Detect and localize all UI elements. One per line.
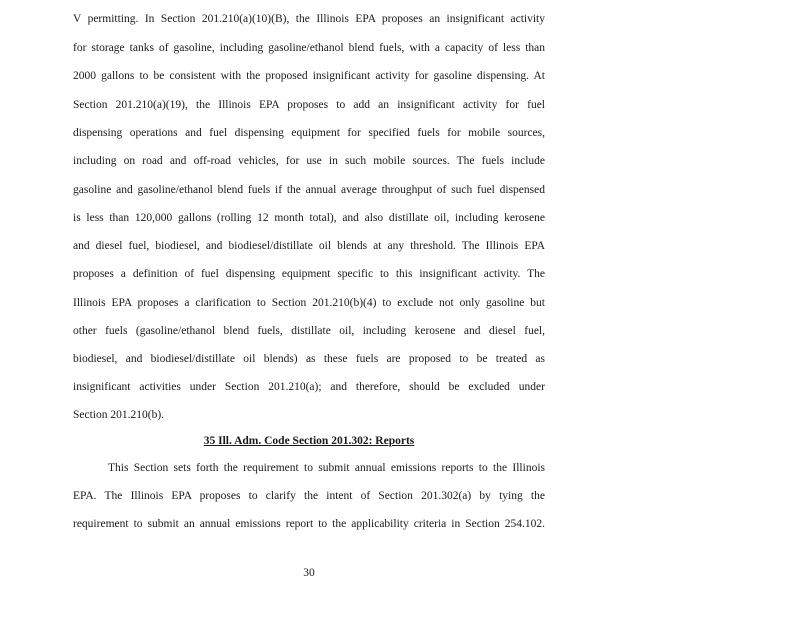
paragraph-line: for storage tanks of gasoline, including gasoline/ethanol blend fuels, with a capacity of less than [73,42,545,54]
paragraph-line: and diesel fuel, biodiesel, and biodiesel/distillate oil blends at any threshold. The Illinois EPA [73,240,545,252]
paragraph-line: 2000 gallons to be consistent with the proposed insignificant activity for gasoline dispensing. At [73,70,545,82]
paragraph-line: requirement to submit an annual emissions report to the applicability criteria in Section 254.102. [73,518,545,530]
paragraph-line: other fuels (gasoline/ethanol blend fuels, distillate oil, including kerosene and diesel fuel, [73,325,545,337]
paragraph-line: V permitting. In Section 201.210(a)(10)(B), the Illinois EPA proposes an insignificant activity [73,13,545,25]
paragraph-line: proposes a definition of fuel dispensing equipment specific to this insignificant activity. The [73,268,545,280]
section-heading: 35 Ill. Adm. Code Section 201.302: Reports [203,435,415,447]
paragraph-line: Section 201.210(b). [73,409,165,421]
page-number: 30 [303,567,315,579]
paragraph-line: is less than 120,000 gallons (rolling 12 month total), and also distillate oil, including kerosene [73,212,545,224]
paragraph-line: insignificant activities under Section 201.210(a); and therefore, should be excluded under [73,381,545,393]
paragraph-line: This Section sets forth the requirement to submit annual emissions reports to the Illinois [108,462,545,474]
paragraph-line: Section 201.210(a)(19), the Illinois EPA proposes to add an insignificant activity for fuel [73,99,545,111]
paragraph-line: Illinois EPA proposes a clarification to Section 201.210(b)(4) to exclude not only gasoline but [73,297,545,309]
paragraph-line: including on road and off-road vehicles, for use in such mobile sources. The fuels include [73,155,545,167]
paragraph-line: gasoline and gasoline/ethanol blend fuels if the annual average throughput of such fuel dispensed [73,184,545,196]
paragraph-line: biodiesel, and biodiesel/distillate oil blends) as these fuels are proposed to be treated as [73,353,545,365]
paragraph-line: dispensing operations and fuel dispensing equipment for specified fuels for mobile sources, [73,127,545,139]
paragraph-line: EPA. The Illinois EPA proposes to clarify the intent of Section 201.302(a) by tying the [73,490,545,502]
